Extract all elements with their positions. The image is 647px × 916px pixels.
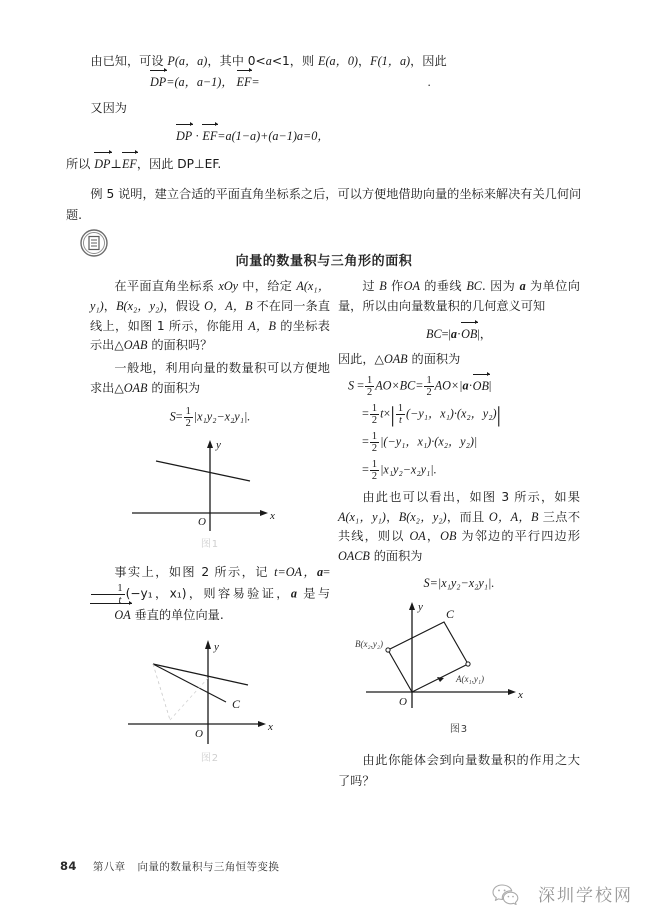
fig3-label-a: A(x₁,y₁)	[455, 673, 484, 684]
point-b-coords: B(x₂，y₂)	[116, 298, 164, 313]
figure-3	[352, 600, 567, 718]
point-b: B	[379, 279, 387, 293]
rp3-point-b: B(x₂，y₂)	[398, 509, 447, 524]
solution-line-3	[66, 154, 582, 175]
bc-lhs: BC	[426, 326, 442, 341]
point-f-coords: F(1，a)	[370, 54, 411, 68]
equation-bc	[338, 324, 580, 345]
ef-equals: =	[251, 74, 260, 89]
fig2-origin-label: O	[194, 728, 203, 741]
lp1-b: 中，给定	[238, 279, 297, 293]
fig1-origin-label: O	[198, 515, 206, 528]
period-mark: .	[427, 74, 431, 89]
left-column	[90, 277, 330, 767]
s4-den: 2	[371, 470, 378, 482]
figure-3-caption: 图3	[449, 723, 469, 735]
lp2-b: 的面积为	[147, 380, 201, 395]
quad-oacb: OACB	[338, 549, 370, 564]
frac-num-t: 1	[117, 582, 123, 594]
s2-den: 2	[371, 415, 378, 427]
figure-2	[108, 634, 313, 749]
vector-dp-2: DP	[176, 126, 192, 147]
par-rhs: =|x₁y₂−x₂y₁|.	[429, 576, 495, 590]
rp2-b: 的面积为	[407, 352, 461, 367]
conclusion-text: ，因此 DP⊥EF.	[136, 157, 222, 172]
vector-a-unit: a	[519, 279, 526, 293]
triangle-oab-2: OAB	[123, 380, 148, 395]
s1-dot: ·	[468, 378, 473, 393]
equation-area-step-4	[362, 459, 580, 482]
one-half-fraction	[184, 406, 193, 429]
equation-area-step-2	[362, 403, 580, 426]
segment-bc: BC	[466, 279, 482, 293]
s1-den2: 2	[426, 387, 432, 399]
s2-iden: t	[396, 414, 405, 426]
vector-a-bold: a	[317, 564, 324, 579]
equation-dot-product	[66, 126, 582, 147]
vector-oa: OA	[90, 605, 131, 626]
rp3-ob: OB	[440, 529, 457, 544]
fig3-x-label: x	[517, 688, 523, 701]
s1-num: 1	[367, 375, 373, 387]
s2-one-over-t	[396, 403, 405, 426]
s2-bar-right: |	[496, 401, 502, 427]
lp1-c: ，	[103, 298, 117, 313]
area-symbol-s: S	[169, 409, 176, 424]
solution-line-1	[66, 52, 582, 72]
point-e-coords: E(a，0)	[318, 54, 358, 68]
bc-equals: =|	[441, 326, 451, 341]
lp1-g: 的面积吗？	[147, 338, 213, 353]
lp3-d: (−y₁，x₁)，则容易验证，	[125, 586, 291, 601]
s2-half	[370, 403, 379, 426]
rp3-c: ，而且	[446, 509, 489, 524]
perp-symbol: ⊥	[110, 157, 122, 172]
rp3-a: 由此也可以看出，如图 3 所示，如果	[362, 489, 580, 504]
s2-bar-left: |	[390, 401, 395, 427]
s2-inum: 1	[397, 403, 404, 415]
right-paragraph-3	[338, 488, 580, 567]
rp3-g: 的面积为	[369, 549, 423, 564]
fig3-y-label: y	[417, 600, 423, 613]
fig2-label-c: C	[231, 697, 240, 712]
frac-num: 1	[185, 405, 191, 417]
figure-1	[110, 435, 310, 535]
points-oab: O，A，B	[204, 298, 253, 313]
rp1-d: . 因为	[481, 279, 520, 293]
equation-dp-ef	[66, 72, 582, 93]
s1-half-2	[424, 375, 433, 398]
fig3-origin-label: O	[398, 695, 407, 708]
bc-dot: ·	[457, 326, 462, 341]
lp1-d: ，假设	[163, 298, 205, 313]
vector-dp: DP	[150, 72, 166, 93]
solution-text-c: <1，则	[271, 54, 319, 68]
equation-parallelogram-area	[338, 574, 580, 594]
left-paragraph-3	[90, 563, 330, 627]
fig2-y-label: y	[213, 641, 219, 654]
rp3-e: ，	[425, 529, 441, 544]
points-ab: A，B	[248, 318, 276, 333]
s4-num: 1	[371, 458, 378, 470]
s1-num2: 1	[426, 375, 432, 387]
area-formula-triangle	[90, 406, 330, 429]
s1-vector-a: a	[462, 378, 469, 393]
watermark-text: 深圳学校网	[538, 886, 633, 906]
s3-den: 2	[371, 442, 378, 454]
rp3-d: 三点不共线，则以	[338, 509, 581, 544]
bc-end: |，	[477, 326, 492, 341]
rp3-point-a: A(x₁，y₁)	[338, 509, 386, 524]
var-t: t	[274, 564, 278, 579]
area-rhs: |x₁y₂−x₂y₁|.	[193, 409, 251, 424]
figure-2-caption: 图2	[200, 753, 220, 765]
s4-body: |x₁y₂−x₂y₁|.	[380, 462, 437, 477]
area-equals: =	[175, 409, 183, 424]
dp-rhs: =(a，a−1)，	[166, 74, 234, 89]
s2-num: 1	[371, 403, 378, 415]
s4-half	[370, 459, 379, 482]
fig3-label-c: C	[445, 606, 454, 621]
right-paragraph-1	[338, 277, 580, 317]
figure-1-caption: 图1	[200, 538, 220, 550]
bc-vector-a: a	[450, 326, 458, 341]
one-over-t-fraction	[91, 583, 125, 606]
coord-system-xoy: xOy	[218, 279, 239, 293]
therefore-text: 所以	[66, 157, 95, 172]
vector-dp-3: DP	[94, 154, 110, 175]
section-title: 向量的数量积与三角形的面积	[235, 254, 413, 269]
var-a: a	[265, 54, 272, 68]
lp1-f: 的坐标表示出△	[90, 318, 330, 353]
lp2-a: 一般地，利用向量的数量积可以方便地求出△	[90, 361, 330, 395]
rp3-oa: OA	[409, 529, 426, 544]
s1-mid: AO×BC=	[375, 378, 424, 393]
lp1-a: 在平面直角坐标系	[114, 279, 219, 293]
s3-num: 1	[371, 431, 378, 442]
s3-body: |(−y₁，x₁)·(x₂，y₂)|	[380, 434, 478, 449]
wechat-icon	[492, 883, 520, 905]
s4-eq: =	[362, 462, 369, 477]
vector-a-bold-2: a	[290, 586, 297, 601]
vector-ef-3: EF	[122, 154, 137, 175]
rp2-a: 因此，△	[338, 352, 384, 367]
frac-den-t: t	[91, 594, 125, 606]
vector-ob: OB	[461, 324, 477, 345]
rp1-a: 过	[362, 279, 380, 293]
fig3-label-b: B(x₂,y₂)	[354, 638, 383, 649]
s1-s: S	[348, 378, 355, 393]
s1-half	[365, 375, 374, 398]
s1-eq: =	[357, 378, 365, 393]
watermark	[492, 881, 633, 906]
equation-area-step-1	[348, 375, 580, 398]
left-paragraph-2	[90, 359, 330, 399]
frac-den: 2	[185, 417, 191, 429]
fig2-x-label: x	[267, 721, 273, 734]
rp3-b: ，	[385, 509, 399, 524]
lp3-e: 是与	[296, 586, 331, 601]
s1-vector-ob: OB	[473, 376, 489, 397]
right-paragraph-2	[338, 350, 580, 370]
s2-t: t	[380, 406, 384, 421]
solution-text-a: 由已知，可设	[90, 54, 168, 68]
s2-body: (−y₁，x₁)·(x₂，y₂)	[406, 406, 497, 421]
triangle-oab-right: OAB	[383, 352, 408, 367]
fig1-x-label: x	[270, 509, 275, 522]
dot-operator: ·	[195, 129, 200, 144]
lp3-f: 垂直的单位向量.	[130, 608, 224, 623]
s1-den: 2	[367, 387, 373, 399]
segment-oa: OA	[403, 279, 420, 293]
equation-area-step-3	[362, 431, 580, 454]
rp1-c: 的垂线	[419, 279, 467, 293]
s1-end: |	[488, 378, 492, 393]
solution-text-e: ，因此	[410, 54, 447, 68]
s2-eq: =	[362, 406, 369, 421]
solution-text-b: ，其中 0<	[207, 54, 266, 68]
par-s: S	[423, 576, 430, 590]
rp3-points-oab: O，A，B	[488, 509, 539, 524]
right-column	[338, 277, 580, 795]
triangle-oab-1: OAB	[123, 338, 148, 353]
dot-product-rhs: =a(1−a)+(a−1)a=0，	[217, 129, 330, 144]
page-number: 84	[60, 859, 77, 873]
vector-ef-2: EF	[202, 126, 217, 147]
example-5-remark: 例 5 说明，建立合适的平面直角坐标系之后，可以方便地借助向量的坐标来解决有关几何问题.	[66, 186, 582, 222]
rp3-f: 为邻边的平行四边形	[456, 529, 581, 544]
rp1-e: 为单位向量，所以由向量数量积的几何意义可知	[338, 279, 580, 313]
lp1-e: 不在同一条直线上，如图 1 所示，你能用	[90, 298, 331, 333]
answer-blank[interactable]	[260, 77, 428, 89]
right-paragraph-4: 由此你能体会到向量数量积的作用之大了吗？	[338, 752, 580, 789]
s3-half	[370, 431, 379, 454]
rp1-b: 作	[386, 279, 404, 293]
vector-ef: EF	[237, 72, 252, 93]
page-footer	[60, 859, 279, 874]
point-p-coords: P(a，a)	[167, 54, 208, 68]
point-a-coords: A(x₁，y₁)	[90, 279, 331, 313]
lp3-a: 事实上，如图 2 所示，记	[114, 564, 275, 579]
s3-eq: =	[362, 434, 369, 449]
s2-times: ×	[383, 406, 391, 421]
solution-text-d: ，	[357, 54, 371, 68]
example-5-solution-block	[66, 52, 582, 225]
chapter-number: 第八章	[92, 861, 126, 873]
lp3-b: =OA，	[277, 564, 318, 579]
fig1-y-label: y	[216, 438, 221, 451]
solution-line-2	[66, 99, 582, 119]
s1-tail: AO×|	[434, 378, 463, 393]
left-paragraph-1	[90, 277, 330, 356]
lp3-c: =	[323, 564, 330, 579]
because-text: 又因为	[90, 100, 127, 115]
chapter-title: 向量的数量积与三角恒等变换	[137, 861, 280, 873]
